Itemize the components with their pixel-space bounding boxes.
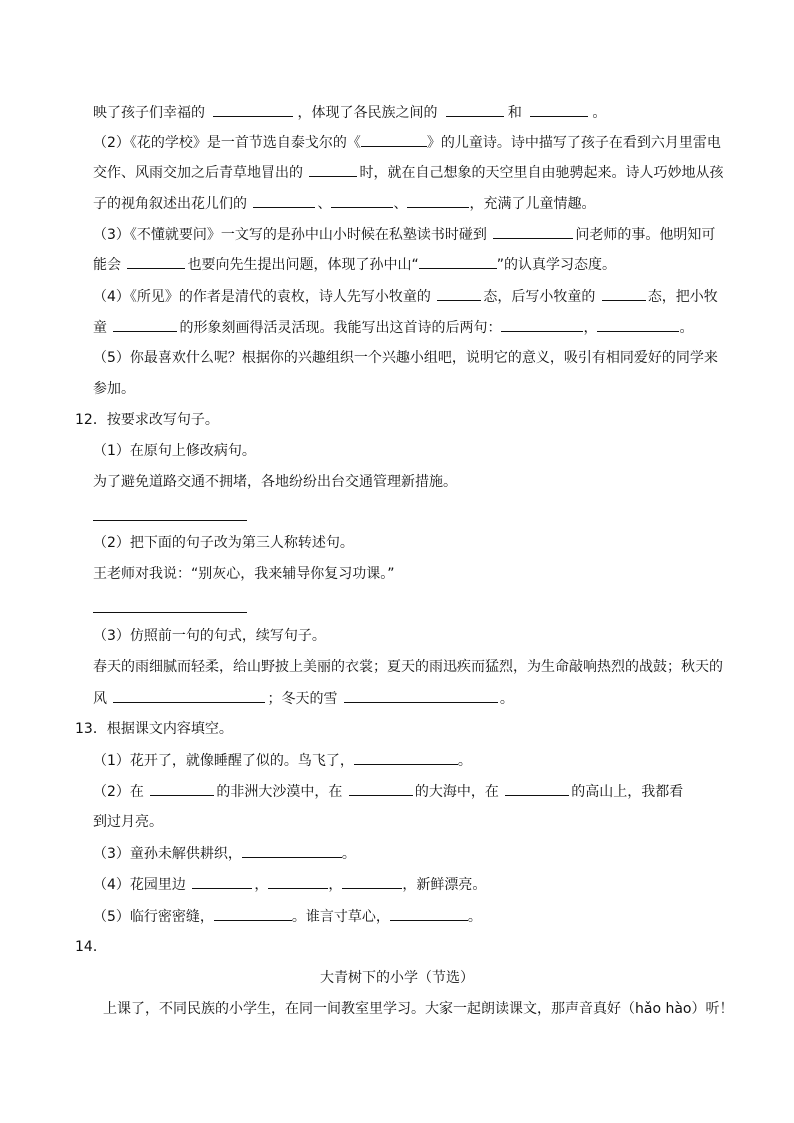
blank[interactable]	[268, 874, 328, 889]
blank[interactable]	[602, 286, 646, 301]
q11-part5-line-2: 参加。	[93, 381, 135, 397]
blank[interactable]	[501, 317, 583, 332]
q13-title: 13．根据课文内容填空。	[75, 721, 233, 737]
q14-passage-line-1: 上课了，不同民族的小学生，在同一间教室里学习。大家一起朗读课文，那声音真好（hǎo hào）听！	[103, 1001, 734, 1017]
blank[interactable]	[342, 874, 402, 889]
q12-sub1-sentence: 为了避免道路交通不拥堵，各地纷纷出台交通管理新措施。	[93, 474, 457, 490]
q13-sub1: （1）花开了，就像睡醒了似的。鸟飞了， 。	[93, 750, 472, 771]
q11-part3-line-1: （3）《不懂就要问》一文写的是孙中山小时候在私塾读书时碰到 问老师的事。他明知可	[93, 224, 715, 245]
q11-part4-line-1: （4）《所见》的作者是清代的袁枚，诗人先写小牧童的 态，后写小牧童的 态，把小牧	[93, 286, 718, 307]
blank[interactable]	[113, 317, 177, 332]
q11-part4-line-2: 童 的形象刻画得活灵活现。我能写出这首诗的后两句： ， 。	[93, 317, 693, 338]
blank[interactable]	[192, 874, 252, 889]
blank[interactable]	[361, 132, 427, 147]
q11-part2-line-1: （2）《花的学校》是一首节选自泰戈尔的《 》的儿童诗。诗中描写了孩子在看到六月里雷电	[93, 132, 721, 153]
blank[interactable]	[446, 102, 504, 117]
blank[interactable]	[530, 102, 588, 117]
blank[interactable]	[242, 843, 342, 858]
q12-title: 12．按要求改写句子。	[75, 412, 219, 428]
q11-part5-line-1: （5）你最喜欢什么呢？根据你的兴趣组织一个兴趣小组吧，说明它的意义，吸引有相同爱好的同学来	[93, 350, 718, 366]
blank[interactable]	[213, 102, 293, 117]
q13-sub4: （4）花园里边 ， ， ，新鲜漂亮。	[93, 874, 486, 895]
q13-sub5: （5）临行密密缝， 。谁言寸草心， 。	[93, 906, 482, 927]
blank[interactable]	[150, 781, 214, 796]
blank[interactable]	[253, 193, 315, 208]
blank[interactable]	[331, 193, 393, 208]
blank[interactable]	[113, 688, 265, 703]
q11-part2-line-3: 子的视角叙述出花儿们的 、 、 ，充满了儿童情趣。	[93, 193, 595, 214]
q12-sub1-label: （1）在原句上修改病句。	[93, 443, 256, 459]
blank[interactable]	[597, 317, 679, 332]
q11-line-1: 映了孩子们幸福的 ，体现了各民族之间的 和 。	[93, 102, 606, 123]
blank[interactable]	[505, 781, 569, 796]
blank[interactable]	[407, 193, 469, 208]
blank[interactable]	[309, 162, 357, 177]
blank[interactable]	[390, 906, 468, 921]
blank[interactable]	[214, 906, 292, 921]
blank[interactable]	[344, 688, 498, 703]
q12-sub3-line-1: 春天的雨细腻而轻柔，给山野披上美丽的衣裳；夏天的雨迅疾而猛烈，为生命敲响热烈的战鼓；秋天的	[93, 659, 723, 675]
q11-part3-line-2: 能会 也要向先生提出问题，体现了孙中山“ ”的认真学习态度。	[93, 254, 616, 275]
blank[interactable]	[349, 781, 413, 796]
q13-sub2-line-1: （2）在 的非洲大沙漠中，在 的大海中，在 的高山上，我都看	[93, 781, 683, 802]
blank[interactable]	[127, 254, 185, 269]
q12-sub1-answer-line[interactable]	[93, 520, 247, 521]
q12-sub2-sentence: 王老师对我说：“别灰心，我来辅导你复习功课。”	[93, 566, 395, 582]
blank[interactable]	[437, 286, 481, 301]
q14-number: 14．	[75, 939, 107, 955]
q13-sub3: （3）童孙未解供耕织， 。	[93, 843, 356, 864]
blank[interactable]	[354, 750, 458, 765]
q12-sub3-label: （3）仿照前一句的句式，续写句子。	[93, 628, 326, 644]
q14-passage-title: 大青树下的小学（节选）	[320, 970, 474, 986]
blank[interactable]	[419, 254, 497, 269]
q12-sub2-label: （2）把下面的句子改为第三人称转述句。	[93, 535, 354, 551]
q11-part2-line-2: 交作、风雨交加之后青草地冒出的 时，就在自己想象的天空里自由驰骋起来。诗人巧妙地从孩	[93, 162, 723, 183]
q13-sub2-line-2: 到过月亮。	[93, 814, 163, 830]
blank[interactable]	[493, 224, 573, 239]
q12-sub3-line-2: 风 ；冬天的雪 。	[93, 688, 514, 709]
q12-sub2-answer-line[interactable]	[93, 612, 247, 613]
